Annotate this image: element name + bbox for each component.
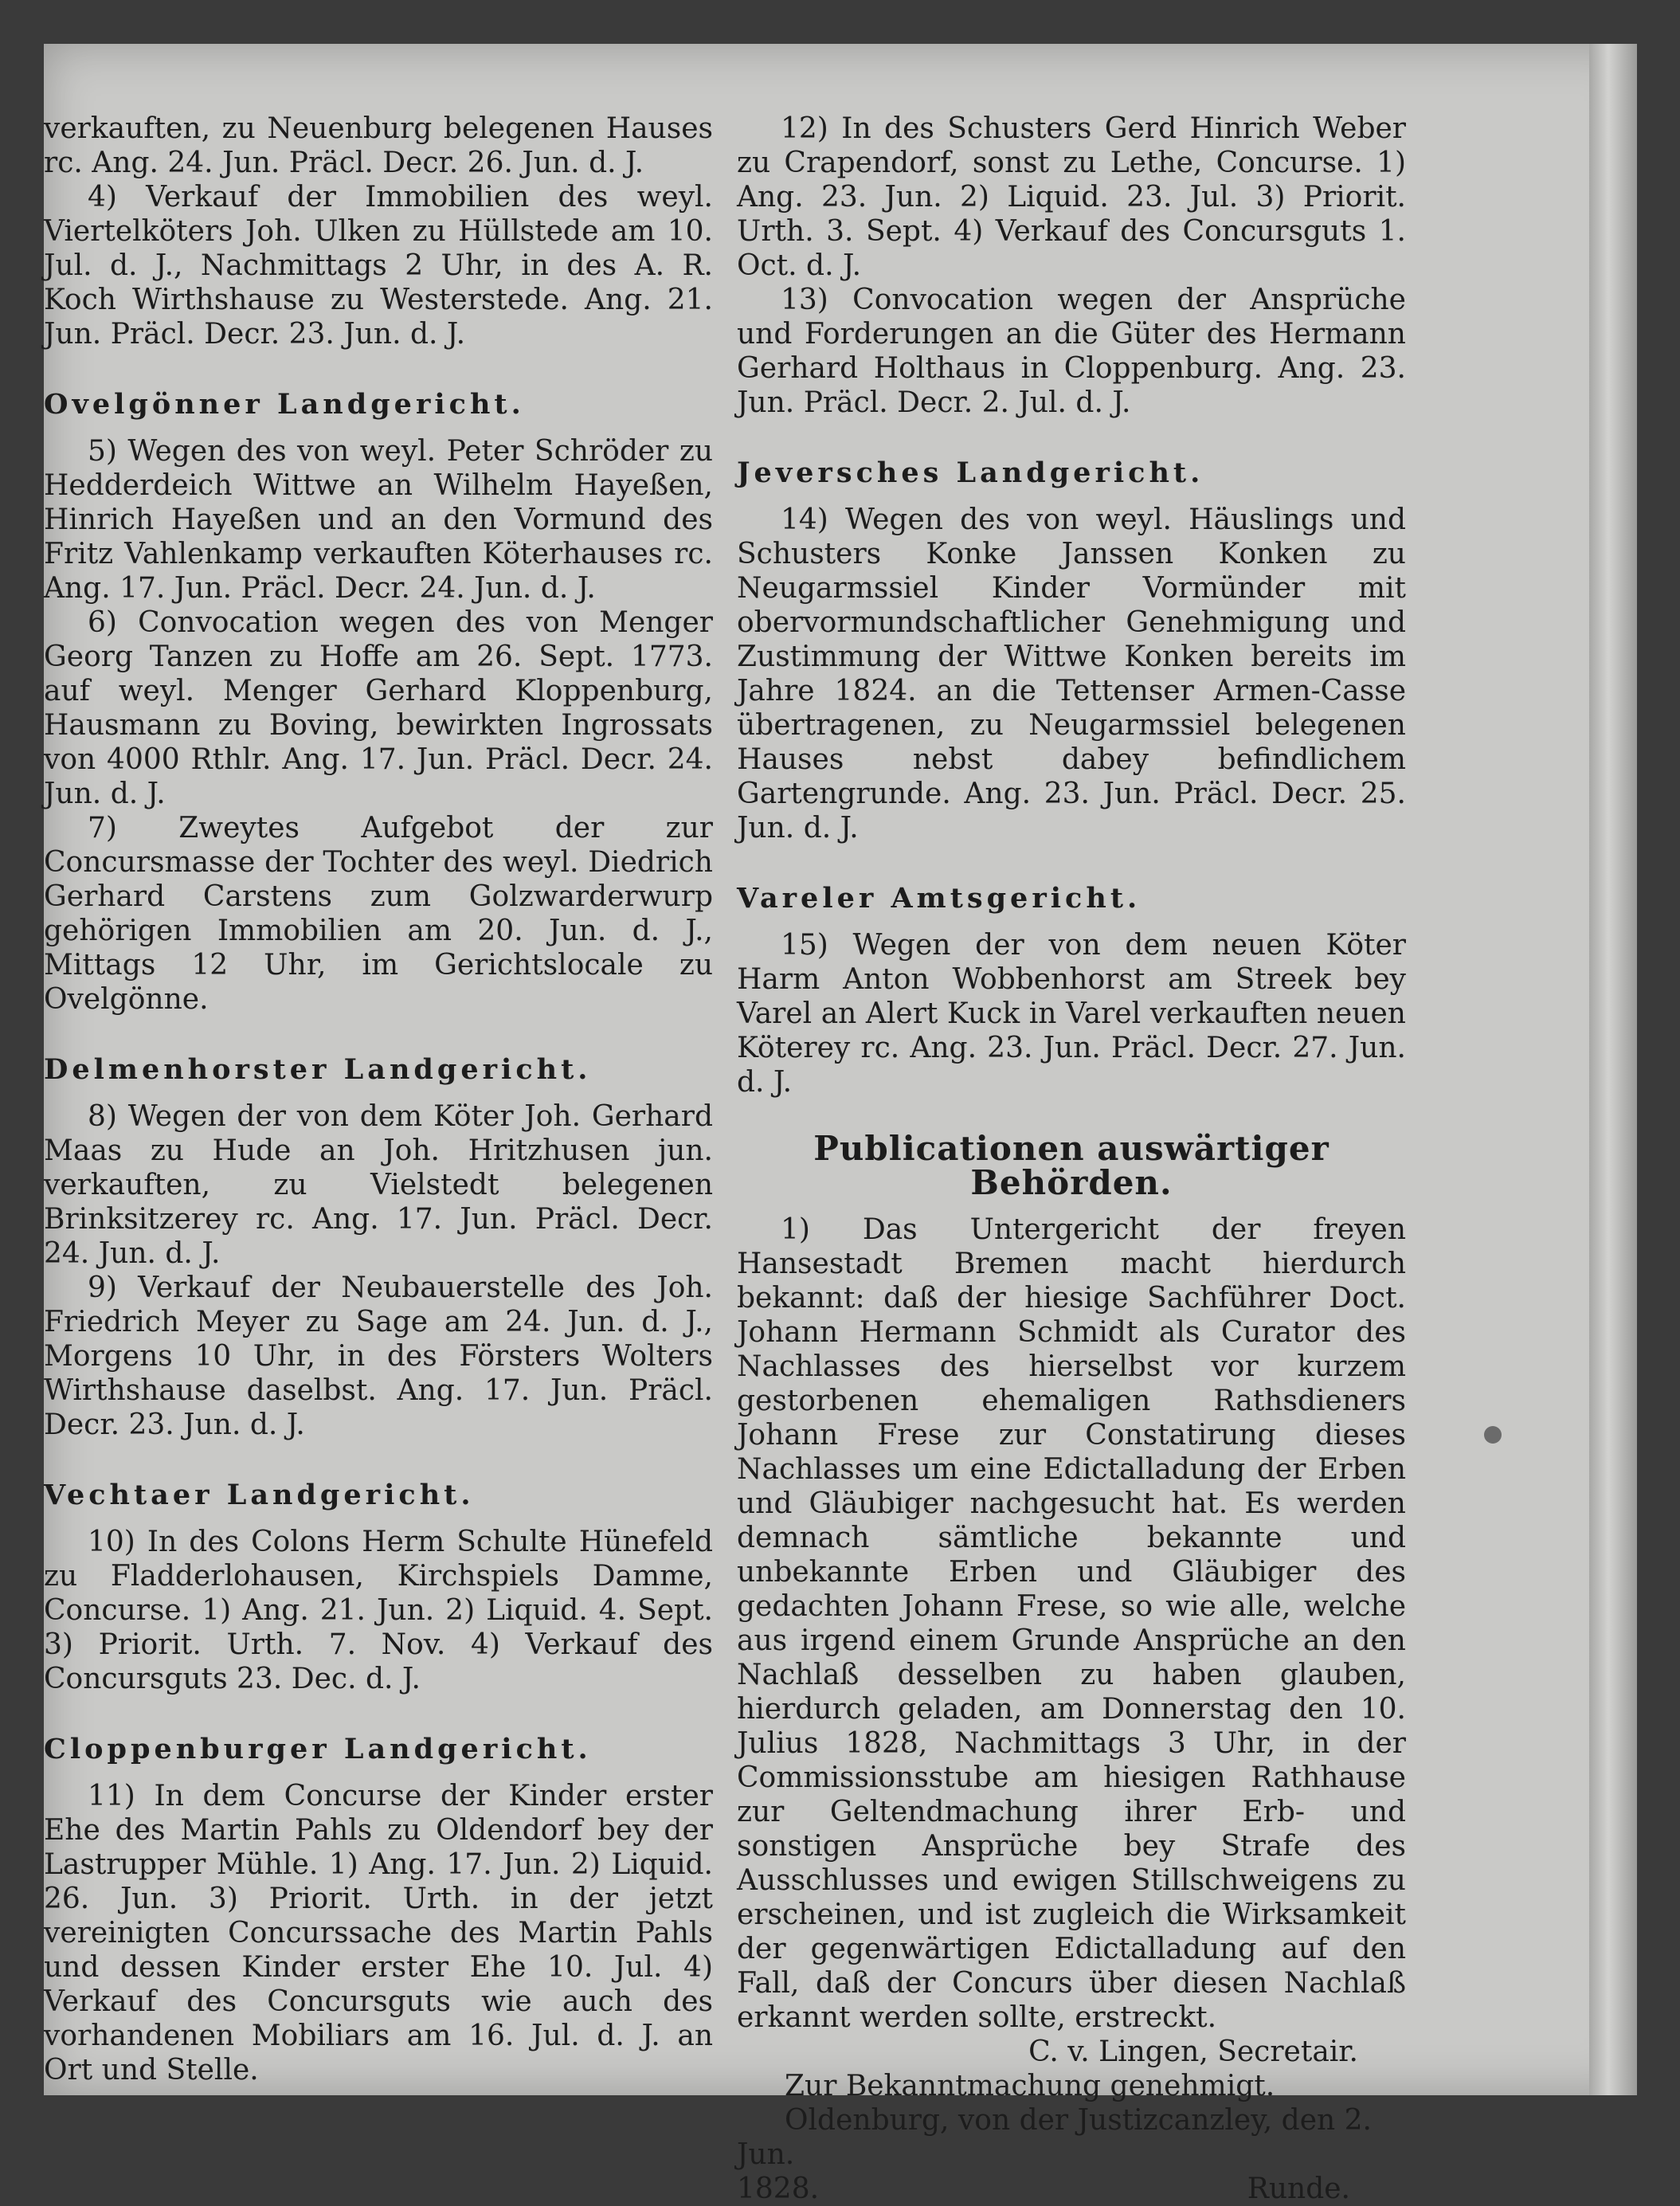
closing-name: Runde. bbox=[1247, 2173, 1350, 2205]
entry-11: 11) In dem Concurse der Kinder erster Ehe des Martin Pahls zu Oldendorf bey der Lastrupper Mühle. 1) Ang. 17. Jun. 2) Liquid. 26. Jun. 3) Priorit. Urth. in der jetzt vereinigten Concurssache des Martin Pahls und dessen Kinder erster Ehe 10. Jul. 4) Verkauf des Concursguts wie auch des vorhandenen Mobiliars am 16. Jul. d. J. an Ort und Stelle. bbox=[44, 1780, 713, 2086]
left-column bbox=[44, 112, 713, 2087]
left-intro-1: verkauften, zu Neuenburg belegenen Hauses rc. Ang. 24. Jun. Präcl. Decr. 26. Jun. d. J. bbox=[44, 112, 713, 179]
section-heading-delmenhorst: Delmenhorster Landgericht. bbox=[44, 1053, 592, 1086]
entry-15: 15) Wegen der von dem neuen Köter Harm Anton Wobbenhorst am Streek bey Varel an Alert Kuck in Varel verkauften neuen Köterey rc. Ang. 23. Jun. Präcl. Decr. 27. Jun. d. J. bbox=[737, 929, 1406, 1099]
publications-heading: Publicationen auswärtiger Behörden. bbox=[813, 1129, 1330, 1202]
entry-7: 7) Zweytes Aufgebot der zur Concursmasse der Tochter des weyl. Diedrich Gerhard Carstens zum Golzwarderwurp gehörigen Immobilien am 20. Jun. d. J., Mittags 12 Uhr, im Gerichtslocale zu Ovelgönne. bbox=[44, 812, 713, 1016]
signature: C. v. Lingen, Secretair. bbox=[1028, 2036, 1358, 2068]
approval-note: Zur Bekanntmachung genehmigt. bbox=[785, 2070, 1275, 2102]
publication-entry-1: 1) Das Untergericht der freyen Hansestadt Bremen macht hierdurch bekannt: daß der hiesige Sachführer Doct. Johann Hermann Schmidt als Curator des Nachlasses des hierselbst vor kurzem gestorbenen ehemaligen Rathsdieners Johann Frese zur Constatirung dieses Nachlasses um eine Edictalladung der Erben und Gläubiger nachgesucht hat. Es werden demnach sämtliche bekannte und unbekannte Erben und Gläubiger des gedachten Johann Frese, so wie alle, welche aus irgend einem Grunde Ansprüche an den Nachlaß desselben zu haben glauben, hierdurch geladen, am Donnerstag den 10. Julius 1828, Nachmittags 3 Uhr, in der Commissionsstube am hiesigen Rathhause zur Geltendmachung ihrer Erb- und sonstigen Ansprüche bey Strafe des Ausschlusses und ewigen Stillschweigens zu erscheinen, und ist zugleich die Wirksamkeit der gegenwärtigen Edictalladung auf den Fall, daß der Concurs über diesen Nachlaß erkannt werden sollte, erstreckt. bbox=[737, 1213, 1406, 2034]
section-heading-varel: Vareler Amtsgericht. bbox=[737, 882, 1142, 915]
newspaper-page bbox=[44, 44, 1637, 2205]
section-heading-jever: Jeversches Landgericht. bbox=[737, 456, 1204, 489]
closing-line: Oldenburg, von der Justizcanzley, den 2. Jun. bbox=[737, 2104, 1372, 2171]
section-heading-cloppenburg: Cloppenburger Landgericht. bbox=[44, 1733, 592, 1765]
closing-footer bbox=[737, 2172, 1406, 2206]
ink-speck bbox=[1484, 1426, 1502, 1444]
entry-10: 10) In des Colons Herm Schulte Hünefeld zu Fladderlohausen, Kirchspiels Damme, Concurse. 1) Ang. 21. Jun. 2) Liquid. 4. Sept. 3) Priorit. Urth. 7. Nov. 4) Verkauf des Concursguts 23. Dec. d. J. bbox=[44, 1526, 713, 1695]
section-heading-vechta: Vechtaer Landgericht. bbox=[44, 1479, 475, 1511]
closing-year: 1828. bbox=[737, 2173, 820, 2205]
entry-13: 13) Convocation wegen der Ansprüche und Forderungen an die Güter des Hermann Gerhard Holthaus in Cloppenburg. Ang. 23. Jun. Präcl. Decr. 2. Jul. d. J. bbox=[737, 284, 1406, 419]
left-intro-2: 4) Verkauf der Immobilien des weyl. Viertelköters Joh. Ulken zu Hüllstede am 10. Jul. d. J., Nachmittags 2 Uhr, in des A. R. Koch Wirthshause zu Westerstede. Ang. 21. Jun. Präcl. Decr. 23. Jun. d. J. bbox=[44, 181, 713, 351]
right-column bbox=[737, 112, 1406, 2206]
entry-8: 8) Wegen der von dem Köter Joh. Gerhard Maas zu Hude an Joh. Hritzhusen jun. verkauften, zu Vielstedt belegenen Brinksitzerey rc. Ang. 17. Jun. Präcl. Decr. 24. Jun. d. J. bbox=[44, 1100, 713, 1270]
entry-14: 14) Wegen des von weyl. Häuslings und Schusters Konke Janssen Konken zu Neugarmssiel Kinder Vormünder mit obervormundschaftlicher Genehmigung und Zustimmung der Wittwe Konken bereits im Jahre 1824. an die Tettenser Armen-Casse übertragenen, zu Neugarmssiel belegenen Hauses nebst dabey befindlichem Gartengrunde. Ang. 23. Jun. Präcl. Decr. 25. Jun. d. J. bbox=[737, 504, 1406, 844]
page-edge bbox=[1589, 44, 1637, 2095]
entry-5: 5) Wegen des von weyl. Peter Schröder zu Hedderdeich Wittwe an Wilhelm Hayeßen, Hinrich Hayeßen und an den Vormund des Fritz Vahlenkamp verkauften Köterhauses rc. Ang. 17. Jun. Präcl. Decr. 24. Jun. d. J. bbox=[44, 435, 713, 605]
entry-12: 12) In des Schusters Gerd Hinrich Weber zu Crapendorf, sonst zu Lethe, Concurse. 1) Ang. 23. Jun. 2) Liquid. 23. Jul. 3) Priorit. Urth. 3. Sept. 4) Verkauf des Concursguts 1. Oct. d. J. bbox=[737, 112, 1406, 282]
entry-6: 6) Convocation wegen des von Menger Georg Tanzen zu Hoffe am 26. Sept. 1773. auf weyl. Menger Gerhard Kloppenburg, Hausmann zu Boving, bewirkten Ingrossats von 4000 Rthlr. Ang. 17. Jun. Präcl. Decr. 24. Jun. d. J. bbox=[44, 606, 713, 810]
entry-9: 9) Verkauf der Neubauerstelle des Joh. Friedrich Meyer zu Sage am 24. Jun. d. J., Morgens 10 Uhr, in des Försters Wolters Wirthshause daselbst. Ang. 17. Jun. Präcl. Decr. 23. Jun. d. J. bbox=[44, 1271, 713, 1441]
section-heading-ovelgoenne: Ovelgönner Landgericht. bbox=[44, 388, 525, 421]
